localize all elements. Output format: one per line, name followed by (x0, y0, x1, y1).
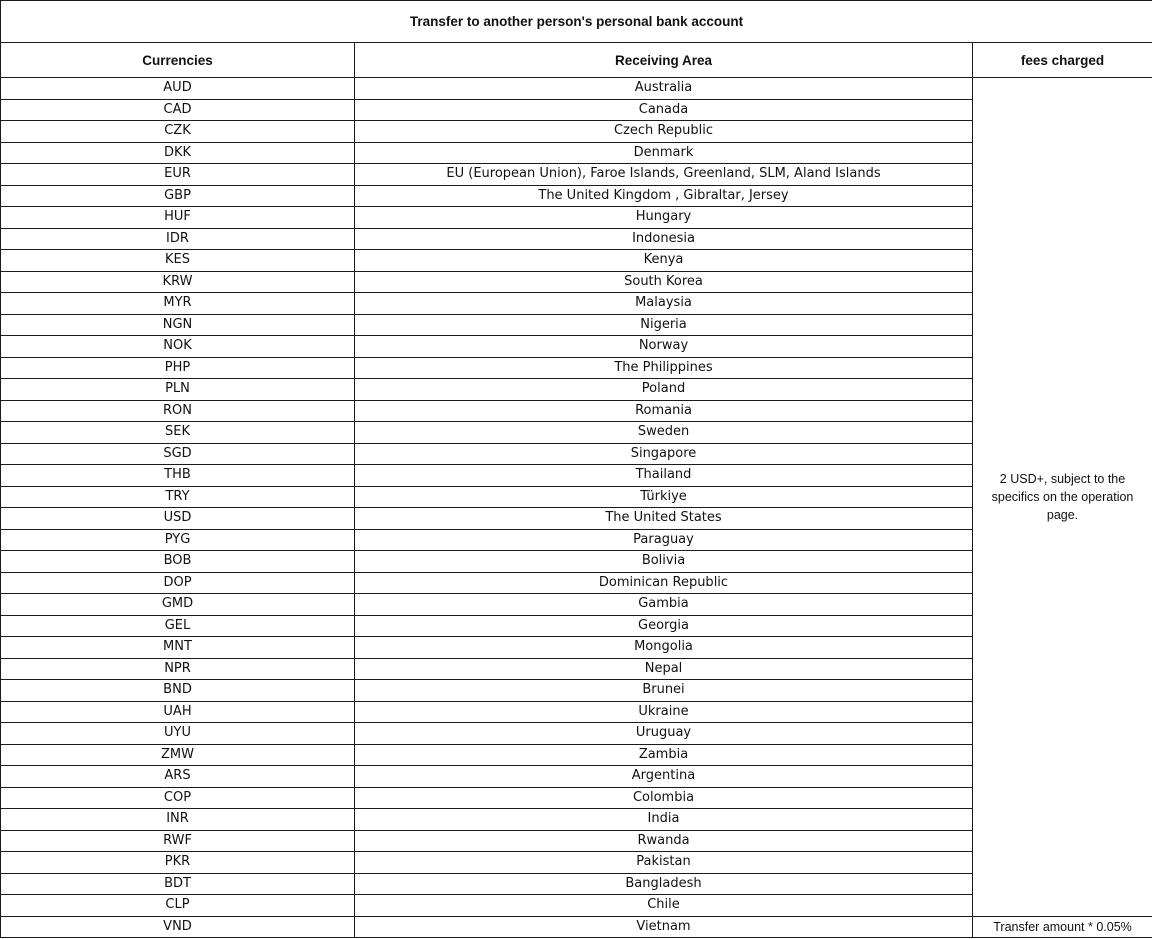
currency-cell: ARS (1, 766, 355, 788)
receiving-area-cell: Mongolia (355, 637, 973, 659)
currency-cell: RWF (1, 830, 355, 852)
currency-cell: NGN (1, 314, 355, 336)
receiving-area-cell: Norway (355, 336, 973, 358)
currency-cell: HUF (1, 207, 355, 229)
table-row (1, 78, 1152, 100)
receiving-area-cell: Malaysia (355, 293, 973, 315)
receiving-area-cell: Denmark (355, 142, 973, 164)
receiving-area-cell: EU (European Union), Faroe Islands, Greenland, SLM, Aland Islands (355, 164, 973, 186)
receiving-area-cell: Poland (355, 379, 973, 401)
currency-cell: PHP (1, 357, 355, 379)
vnd-fee-cell: Transfer amount * 0.05% (973, 916, 1152, 938)
receiving-area-cell: Czech Republic (355, 121, 973, 143)
currency-cell: IDR (1, 228, 355, 250)
receiving-area-cell: Romania (355, 400, 973, 422)
currency-cell: THB (1, 465, 355, 487)
currency-cell: TRY (1, 486, 355, 508)
currency-cell: CZK (1, 121, 355, 143)
receiving-area-cell: Uruguay (355, 723, 973, 745)
receiving-area-cell: Gambia (355, 594, 973, 616)
receiving-area-cell: Sweden (355, 422, 973, 444)
receiving-area-cell: Vietnam (355, 916, 973, 938)
receiving-area-cell: India (355, 809, 973, 831)
receiving-area-cell: Rwanda (355, 830, 973, 852)
receiving-area-cell: Indonesia (355, 228, 973, 250)
standard-fee-cell: 2 USD+, subject to the specifics on the operation page. (973, 78, 1152, 917)
currency-cell: INR (1, 809, 355, 831)
currency-cell: USD (1, 508, 355, 530)
receiving-area-cell: Canada (355, 99, 973, 121)
currency-cell: DKK (1, 142, 355, 164)
currency-cell: CAD (1, 99, 355, 121)
currency-cell: UAH (1, 701, 355, 723)
currency-cell: NOK (1, 336, 355, 358)
receiving-area-cell: Kenya (355, 250, 973, 272)
receiving-area-cell: Australia (355, 78, 973, 100)
currency-cell: KRW (1, 271, 355, 293)
receiving-area-cell: The Philippines (355, 357, 973, 379)
currency-cell: CLP (1, 895, 355, 917)
receiving-area-cell: Chile (355, 895, 973, 917)
currency-cell: EUR (1, 164, 355, 186)
receiving-area-cell: Nepal (355, 658, 973, 680)
receiving-area-cell: Pakistan (355, 852, 973, 874)
currency-cell: SGD (1, 443, 355, 465)
currency-cell: GEL (1, 615, 355, 637)
currency-cell: PLN (1, 379, 355, 401)
receiving-area-cell: Singapore (355, 443, 973, 465)
currency-cell: MYR (1, 293, 355, 315)
currency-cell: MNT (1, 637, 355, 659)
receiving-area-cell: Bangladesh (355, 873, 973, 895)
receiving-area-cell: South Korea (355, 271, 973, 293)
receiving-area-cell: Bolivia (355, 551, 973, 573)
receiving-area-cell: Nigeria (355, 314, 973, 336)
currency-cell: ZMW (1, 744, 355, 766)
receiving-area-cell: Georgia (355, 615, 973, 637)
currencies-header: Currencies (1, 43, 355, 78)
currency-cell: NPR (1, 658, 355, 680)
receiving-area-cell: Argentina (355, 766, 973, 788)
fees-charged-header: fees charged (973, 43, 1152, 78)
receiving-area-cell: Ukraine (355, 701, 973, 723)
currency-cell: PYG (1, 529, 355, 551)
receiving-area-header: Receiving Area (355, 43, 973, 78)
currency-cell: BND (1, 680, 355, 702)
currency-cell: GMD (1, 594, 355, 616)
currency-cell: UYU (1, 723, 355, 745)
currency-cell: BOB (1, 551, 355, 573)
title-row (1, 1, 1152, 43)
receiving-area-cell: Brunei (355, 680, 973, 702)
receiving-area-cell: Zambia (355, 744, 973, 766)
receiving-area-cell: The United Kingdom , Gibraltar, Jersey (355, 185, 973, 207)
receiving-area-cell: Thailand (355, 465, 973, 487)
currency-cell: RON (1, 400, 355, 422)
receiving-area-cell: Colombia (355, 787, 973, 809)
currency-cell: KES (1, 250, 355, 272)
receiving-area-cell: Hungary (355, 207, 973, 229)
header-row (1, 43, 1152, 78)
currency-cell: VND (1, 916, 355, 938)
currency-cell: AUD (1, 78, 355, 100)
receiving-area-cell: Türkiye (355, 486, 973, 508)
currency-cell: COP (1, 787, 355, 809)
currency-cell: SEK (1, 422, 355, 444)
currency-cell: BDT (1, 873, 355, 895)
receiving-area-cell: Dominican Republic (355, 572, 973, 594)
table-title: Transfer to another person's personal bank account (1, 1, 1152, 43)
currency-cell: DOP (1, 572, 355, 594)
table-row (1, 916, 1152, 938)
receiving-area-cell: The United States (355, 508, 973, 530)
currency-cell: PKR (1, 852, 355, 874)
receiving-area-cell: Paraguay (355, 529, 973, 551)
currency-cell: GBP (1, 185, 355, 207)
